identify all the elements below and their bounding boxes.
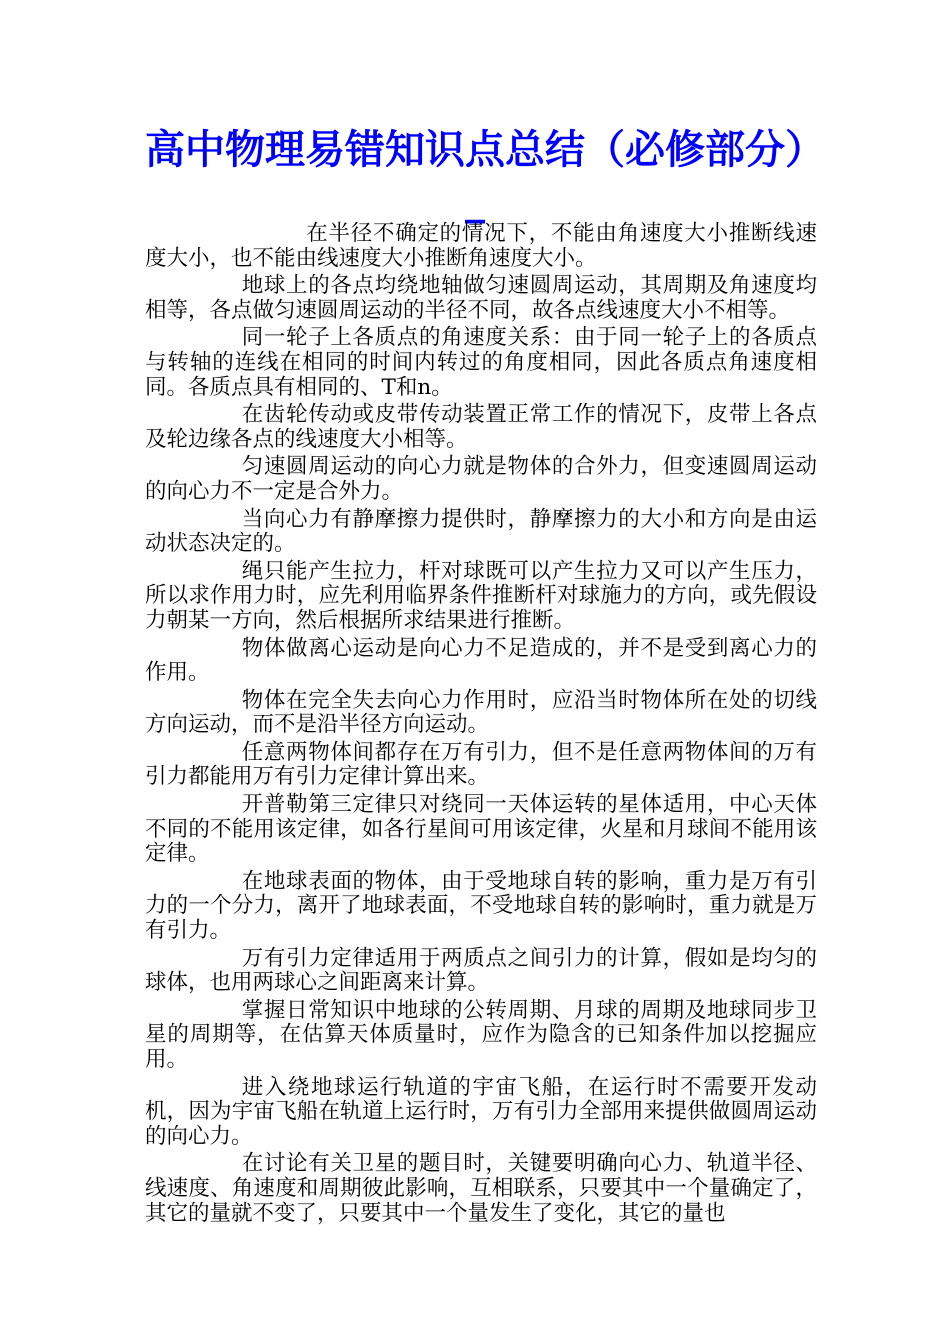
paragraph-7: 绳只能产生拉力，杆对球既可以产生拉力又可以产生压力，所以求作用力时，应先利用临界条件推断杆对球施力的方向，或先假设力朝某一方向，然后根据所求结果进行推断。 <box>145 558 817 633</box>
paragraph-1: 在半径不确定的情况下，不能由角速度大小推断线速度大小，也不能由线速度大小推断角速度大小。 <box>145 221 817 271</box>
paragraph-8: 物体做离心运动是向心力不足造成的，并不是受到离心力的作用。 <box>145 635 817 686</box>
paragraph-12: 在地球表面的物体，由于受地球自转的影响，重力是万有引力的一个分力，离开了地球表面，不受地球自转的影响时，重力就是万有引力。 <box>145 868 817 944</box>
document-body <box>145 222 817 1226</box>
paragraph-2: 地球上的各点均绕地轴做匀速圆周运动，其周期及角速度均相等，各点做匀速圆周运动的半径不同，故各点线速度大小不相等。 <box>145 273 817 323</box>
paragraph-15: 进入绕地球运行轨道的宇宙飞船，在运行时不需要开发动机，因为宇宙飞船在轨道上运行时，万有引力全部用来提供做圆周运动的向心力。 <box>145 1074 817 1149</box>
paragraph-5: 匀速圆周运动的向心力就是物体的合外力，但变速圆周运动的向心力不一定是合外力。 <box>145 454 817 504</box>
paragraph-6: 当向心力有静摩擦力提供时，静摩擦力的大小和方向是由运动状态决定的。 <box>145 506 817 557</box>
document-title: 高中物理易错知识点总结（必修部分）_ <box>145 126 805 224</box>
paragraph-10: 任意两物体间都存在万有引力，但不是任意两物体间的万有引力都能用万有引力定律计算出来。 <box>145 739 817 790</box>
paragraph-14: 掌握日常知识中地球的公转周期、月球的周期及地球同步卫星的周期等，在估算天体质量时，应作为隐含的已知条件加以挖掘应用。 <box>145 997 817 1072</box>
paragraph-13: 万有引力定律适用于两质点之间引力的计算，假如是均匀的球体，也用两球心之间距离来计算。 <box>145 945 817 996</box>
paragraph-11: 开普勒第三定律只对绕同一天体运转的星体适用，中心天体不同的不能用该定律，如各行星间可用该定律，火星和月球间不能用该定律。 <box>145 792 817 867</box>
paragraph-9: 物体在完全失去向心力作用时，应沿当时物体所在处的切线方向运动，而不是沿半径方向运动。 <box>145 687 817 738</box>
paragraph-4: 在齿轮传动或皮带传动装置正常工作的情况下，皮带上各点及轮边缘各点的线速度大小相等。 <box>145 402 817 452</box>
paragraph-16: 在讨论有关卫星的题目时，关键要明确向心力、轨道半径、线速度、角速度和周期彼此影响，互相联系，只要其中一个量确定了，其它的量就不变了，只要其中一个量发生了变化，其它的量也 <box>145 1151 817 1226</box>
paragraph-3: 同一轮子上各质点的角速度关系：由于同一轮子上的各质点与转轴的连线在相同的时间内转过的角度相同，因此各质点角速度相同。各质点具有相同的、T和n。 <box>145 325 817 400</box>
